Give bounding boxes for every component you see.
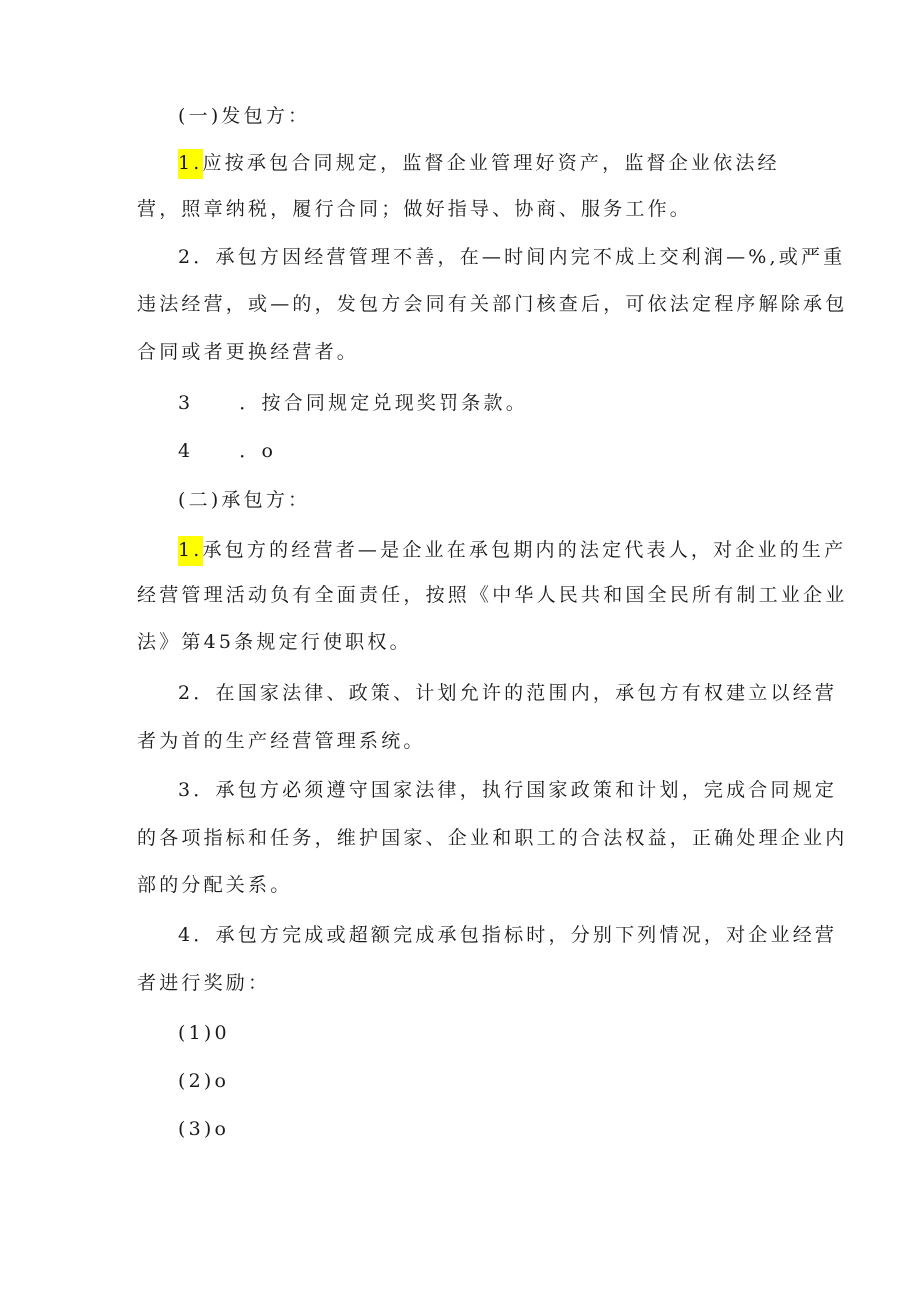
paragraph-line: 经营管理活动负有全面责任，按照《中华人民共和国全民所有制工业企业 [137,584,848,606]
paragraph-line: 3 ．按合同规定兑现奖罚条款。 [178,392,528,414]
paragraph-line: 合同或者更换经营者。 [137,341,360,363]
sub-item-3: (3)o [178,1118,230,1140]
highlighted-number: 1. [178,536,203,566]
paragraph-line: 者进行奖励： [137,972,271,994]
paragraph-line: 3．承包方必须遵守国家法律，执行国家政策和计划，完成合同规定 [178,779,838,801]
paragraph-line: 的各项指标和任务，维护国家、企业和职工的合法权益，正确处理企业内 [137,827,848,849]
paragraph-line: 2．承包方因经营管理不善，在—时间内完不成上交利润—%,或严重 [178,246,846,268]
paragraph-line: 2．在国家法律、政策、计划允许的范围内，承包方有权建立以经营 [178,682,838,704]
paragraph-line: 1.承包方的经营者—是企业在承包期内的法定代表人，对企业的生产 [178,535,846,565]
highlighted-number: 1. [178,149,203,179]
paragraph-line: 1.应按承包合同规定，监督企业管理好资产，监督企业依法经 [178,148,780,178]
paragraph-line: 营，照章纳税，履行合同；做好指导、协商、服务工作。 [137,198,693,220]
paragraph-line: 4 ．o [178,440,277,462]
section-heading-contractor: (二)承包方： [178,489,311,511]
paragraph-line: 部的分配关系。 [137,874,293,896]
sub-item-1: (1)0 [178,1022,230,1044]
paragraph-line: 法》第45条规定行使职权。 [137,631,412,653]
section-heading-contractor-issuer: (一)发包方： [178,105,311,127]
paragraph-line: 违法经营，或—的，发包方会同有关部门核查后，可依法定程序解除承包 [137,293,848,315]
paragraph-line: 4．承包方完成或超额完成承包指标时，分别下列情况，对企业经营 [178,924,838,946]
paragraph-line: 者为首的生产经营管理系统。 [137,730,426,752]
sub-item-2: (2)o [178,1070,230,1092]
